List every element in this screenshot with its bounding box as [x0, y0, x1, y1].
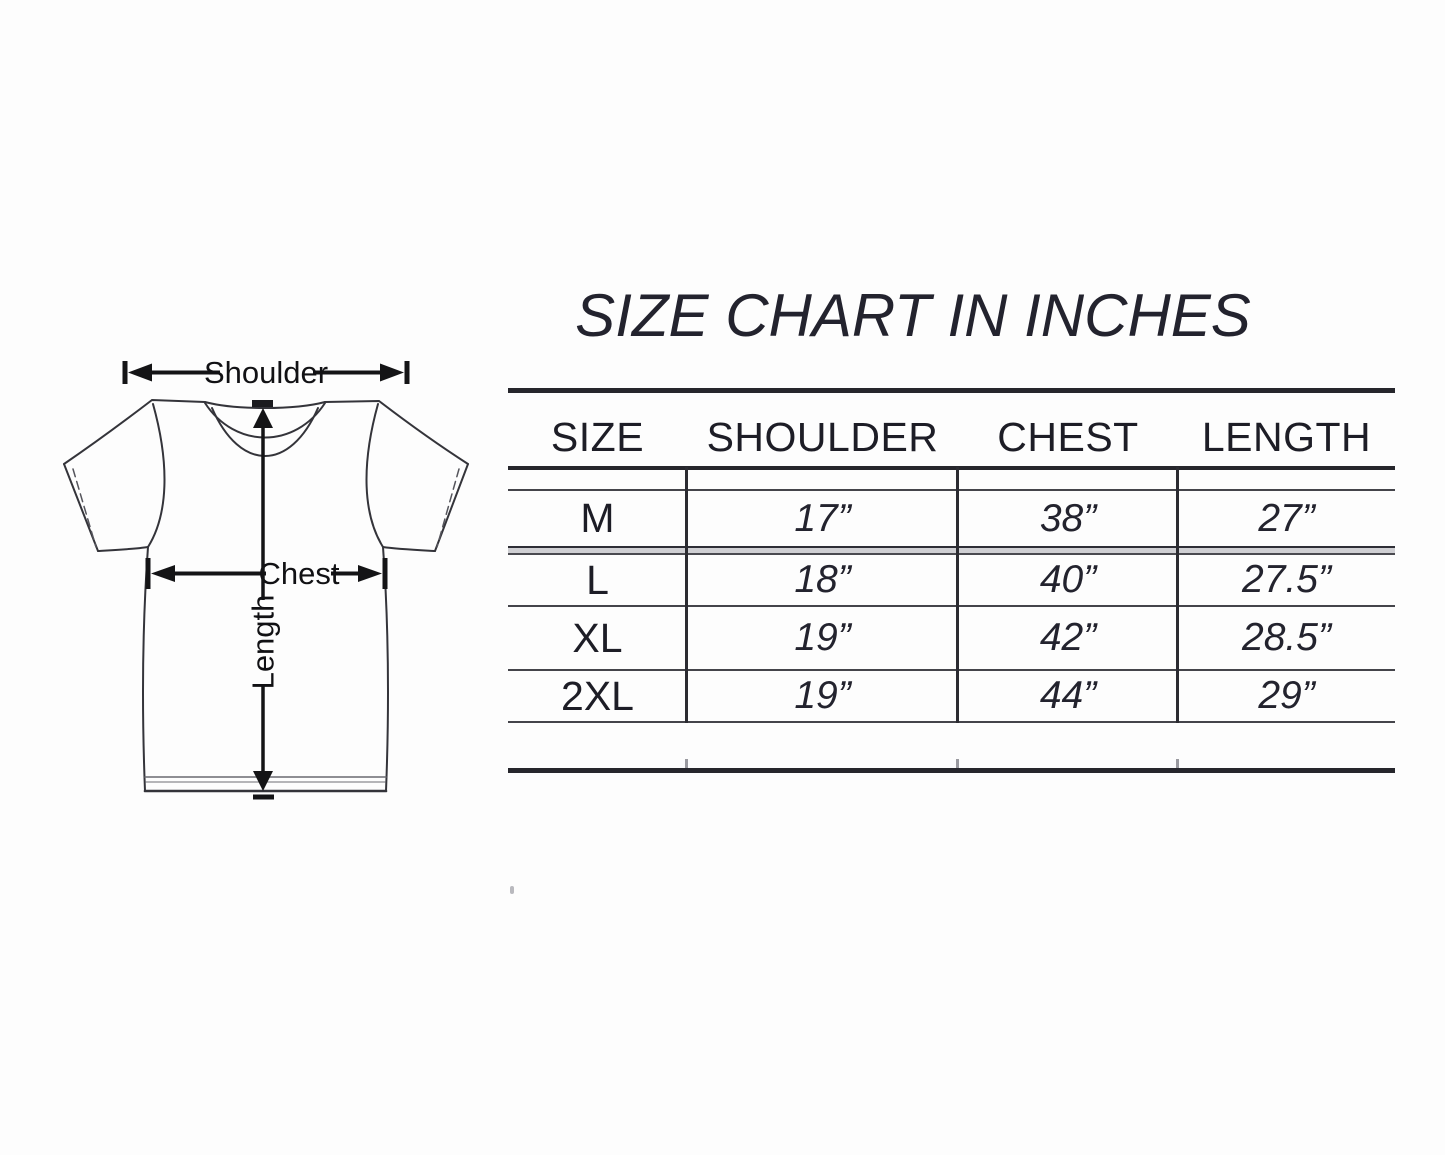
value-cell: 29”: [1258, 674, 1315, 717]
table-row: [508, 671, 1395, 721]
chest-arrow-label: Chest: [258, 556, 340, 591]
shoulder-arrow: [125, 355, 407, 390]
table-row: [508, 607, 1395, 669]
size-cell: M: [580, 495, 615, 541]
size-cell: L: [586, 556, 609, 603]
value-cell: 19”: [794, 616, 851, 659]
column-header: SIZE: [550, 413, 645, 460]
scan-artifact: [510, 886, 514, 894]
table-bottom-rule: [508, 768, 1395, 773]
page-title: SIZE CHART IN INCHES: [575, 282, 1251, 349]
column-header: SHOULDER: [706, 413, 939, 460]
table-row: [508, 555, 1395, 605]
column-rule-tick: [956, 759, 959, 768]
value-cell: 44”: [1039, 674, 1097, 717]
value-cell: 27.5”: [1242, 558, 1331, 601]
shoulder-arrow-label: Shoulder: [203, 355, 329, 390]
value-cell: 18”: [794, 558, 851, 601]
tshirt-diagram: [40, 350, 500, 820]
double-rule: [508, 546, 1395, 555]
collar-tab: [252, 400, 273, 407]
table-header-row: [508, 408, 1395, 466]
size-cell: 2XL: [561, 672, 634, 719]
arrowhead-left-icon: [151, 565, 175, 582]
chest-arrow: [148, 556, 385, 591]
header-bottom-rule: [508, 466, 1395, 470]
size-cell: XL: [572, 614, 623, 661]
table-top-rule: [508, 388, 1395, 393]
value-cell: 40”: [1039, 558, 1097, 601]
arrowhead-right-icon: [358, 565, 382, 582]
value-cell: 17”: [794, 496, 851, 540]
row-rule: [508, 721, 1395, 723]
column-header: CHEST: [997, 413, 1139, 460]
value-cell: 42”: [1039, 616, 1097, 659]
table-row: [508, 491, 1395, 546]
column-header: LENGTH: [1201, 413, 1372, 460]
value-cell: 28.5”: [1242, 616, 1331, 659]
arrowhead-right-icon: [380, 364, 404, 382]
value-cell: 38”: [1039, 496, 1097, 540]
arrowhead-down-icon: [253, 771, 273, 791]
length-arrow: [246, 408, 281, 797]
value-cell: 27”: [1258, 496, 1315, 540]
value-cell: 19”: [794, 674, 851, 717]
arrowhead-up-icon: [253, 408, 273, 428]
length-arrow-label: Length: [245, 594, 281, 690]
column-rule-tick: [1176, 759, 1179, 768]
arrowhead-left-icon: [128, 364, 152, 382]
column-rule-tick: [685, 759, 688, 768]
